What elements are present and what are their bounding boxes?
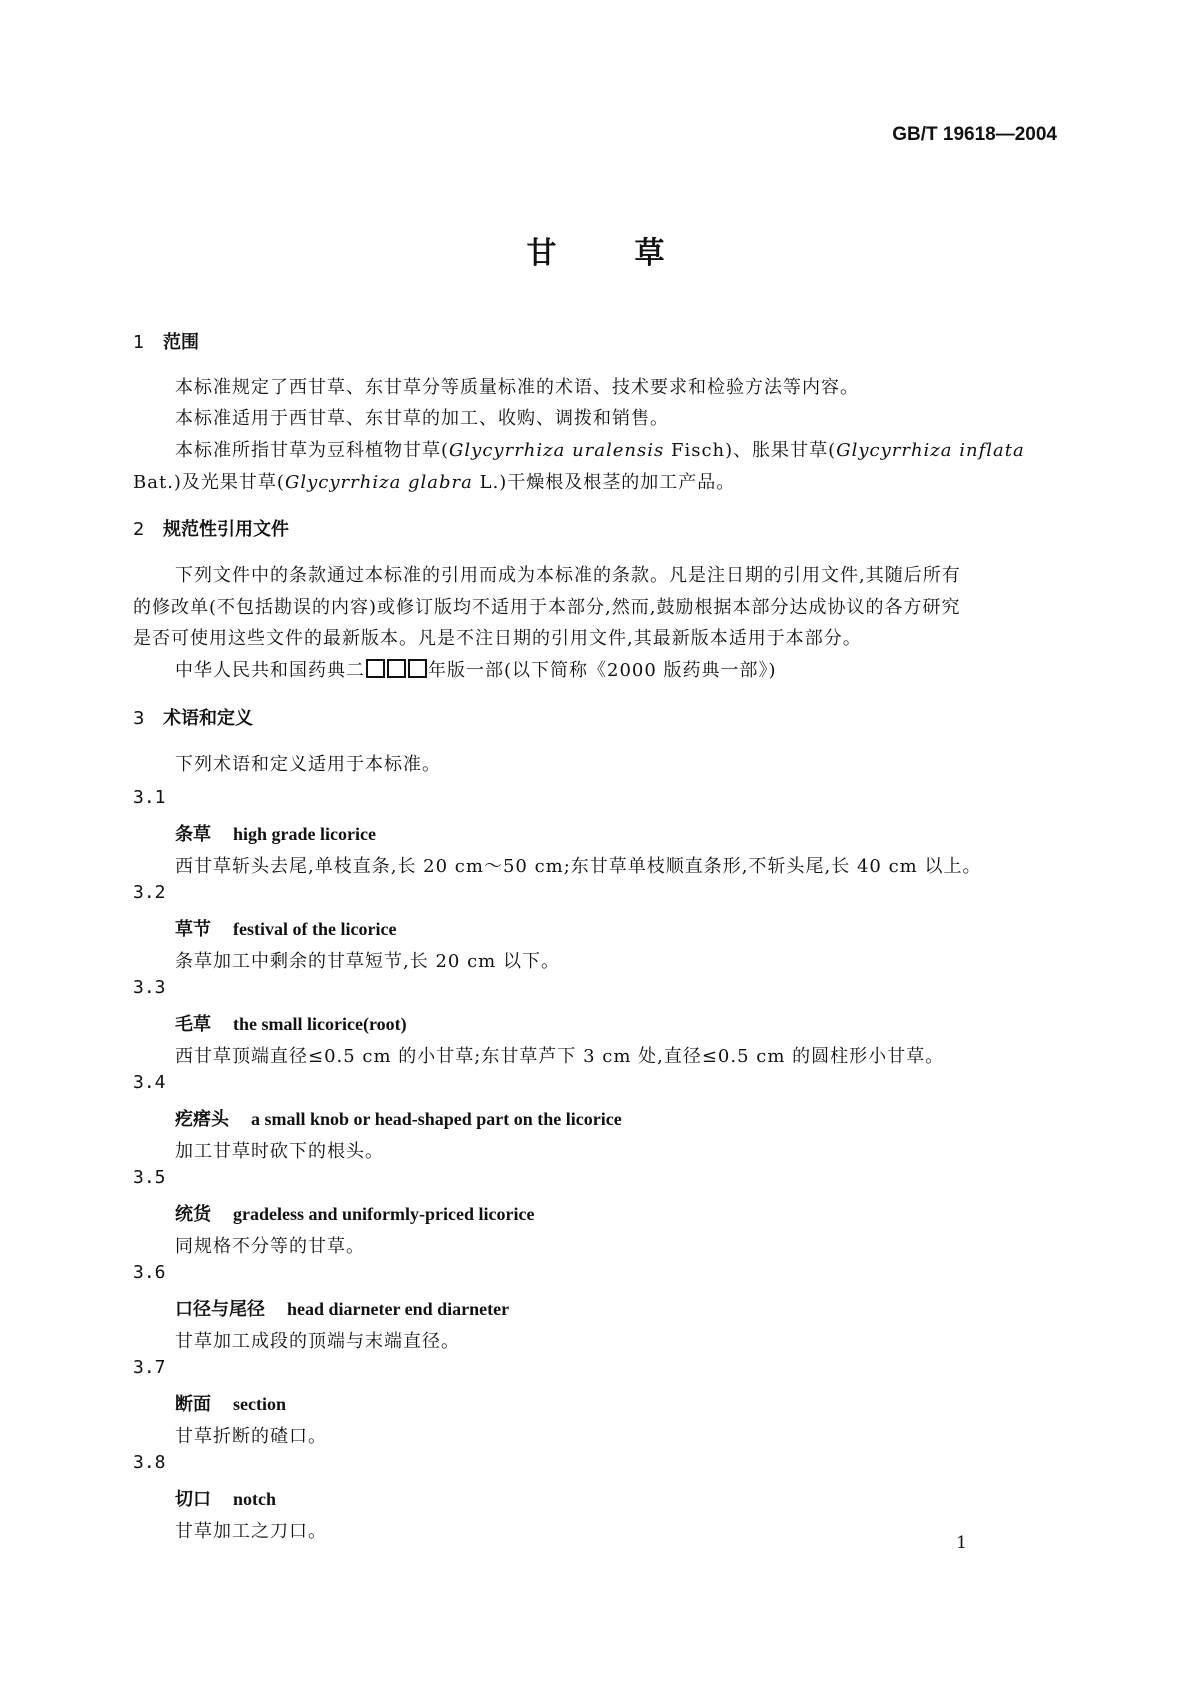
clause-number: 3.1 — [133, 787, 166, 808]
clause-number: 3.2 — [133, 882, 166, 903]
term: 断面 section — [175, 1394, 286, 1415]
section-3-intro: 下列术语和定义适用于本标准。 — [175, 754, 441, 775]
section-1-para-3: 本标准所指甘草为豆科植物甘草(Glycyrrhiza uralensis Fisch)、胀果甘草(Glycyrrhiza inflata — [175, 440, 1025, 461]
section-1-heading: 1 范围 — [133, 332, 199, 353]
section-2-para-3: 是否可使用这些文件的最新版本。凡是不注日期的引用文件,其最新版本适用于本部分。 — [133, 628, 862, 649]
missing-glyph-boxes — [365, 659, 428, 681]
definition: 甘草加工成段的顶端与末端直径。 — [175, 1331, 460, 1352]
title-char-2: 草 — [634, 236, 665, 271]
term: 草节 festival of the licorice — [175, 919, 397, 940]
section-2-para-1: 下列文件中的条款通过本标准的引用而成为本标准的条款。凡是注日期的引用文件,其随后所有 — [175, 565, 961, 586]
definition: 加工甘草时砍下的根头。 — [175, 1141, 384, 1162]
section-3-heading: 3 术语和定义 — [133, 708, 253, 729]
clause-number: 3.4 — [133, 1072, 166, 1093]
term: 切口 notch — [175, 1489, 277, 1510]
clause-number: 3.6 — [133, 1262, 166, 1283]
section-1-para-3-cont: Bat.)及光果甘草(Glycyrrhiza glabra L.)干燥根及根茎的加工产品。 — [133, 472, 736, 493]
clause-number: 3.7 — [133, 1357, 166, 1378]
section-2-reference: 中华人民共和国药典二 年版一部(以下简称《2000 版药典一部》) — [175, 660, 777, 681]
term: 口径与尾径 head diarneter end diarneter — [175, 1299, 510, 1320]
page-number: 1 — [956, 1533, 967, 1553]
definition: 条草加工中剩余的甘草短节,长 20 cm 以下。 — [175, 951, 560, 972]
definition: 甘草加工之刀口。 — [175, 1521, 327, 1542]
definition: 同规格不分等的甘草。 — [175, 1236, 365, 1257]
section-1-para-2: 本标准适用于西甘草、东甘草的加工、收购、调拨和销售。 — [175, 408, 669, 429]
clause-number: 3.8 — [133, 1452, 166, 1473]
term: 疙瘩头 a small knob or head-shaped part on the licorice — [175, 1109, 622, 1130]
section-2-heading: 2 规范性引用文件 — [133, 519, 289, 540]
title-char-1: 甘 — [526, 236, 557, 271]
document-title — [0, 228, 1191, 272]
term: 条草 high grade licorice — [175, 824, 376, 845]
standard-number: GB/T 19618—2004 — [892, 124, 1057, 145]
definition: 甘草折断的碴口。 — [175, 1426, 327, 1447]
section-1-para-1: 本标准规定了西甘草、东甘草分等质量标准的术语、技术要求和检验方法等内容。 — [175, 377, 859, 398]
clause-number: 3.5 — [133, 1167, 166, 1188]
section-2-para-2: 的修改单(不包括勘误的内容)或修订版均不适用于本部分,然而,鼓励根据本部分达成协议的各方研究 — [133, 597, 961, 618]
term: 统货 gradeless and uniformly-priced licorice — [175, 1204, 535, 1225]
definition: 西甘草顶端直径≤0.5 cm 的小甘草;东甘草芦下 3 cm 处,直径≤0.5 cm 的圆柱形小甘草。 — [175, 1046, 945, 1067]
definition: 西甘草斩头去尾,单枝直条,长 20 cm～50 cm;东甘草单枝顺直条形,不斩头尾,长 40 cm 以上。 — [175, 856, 982, 877]
clause-number: 3.3 — [133, 977, 166, 998]
term: 毛草 the small licorice(root) — [175, 1014, 407, 1035]
